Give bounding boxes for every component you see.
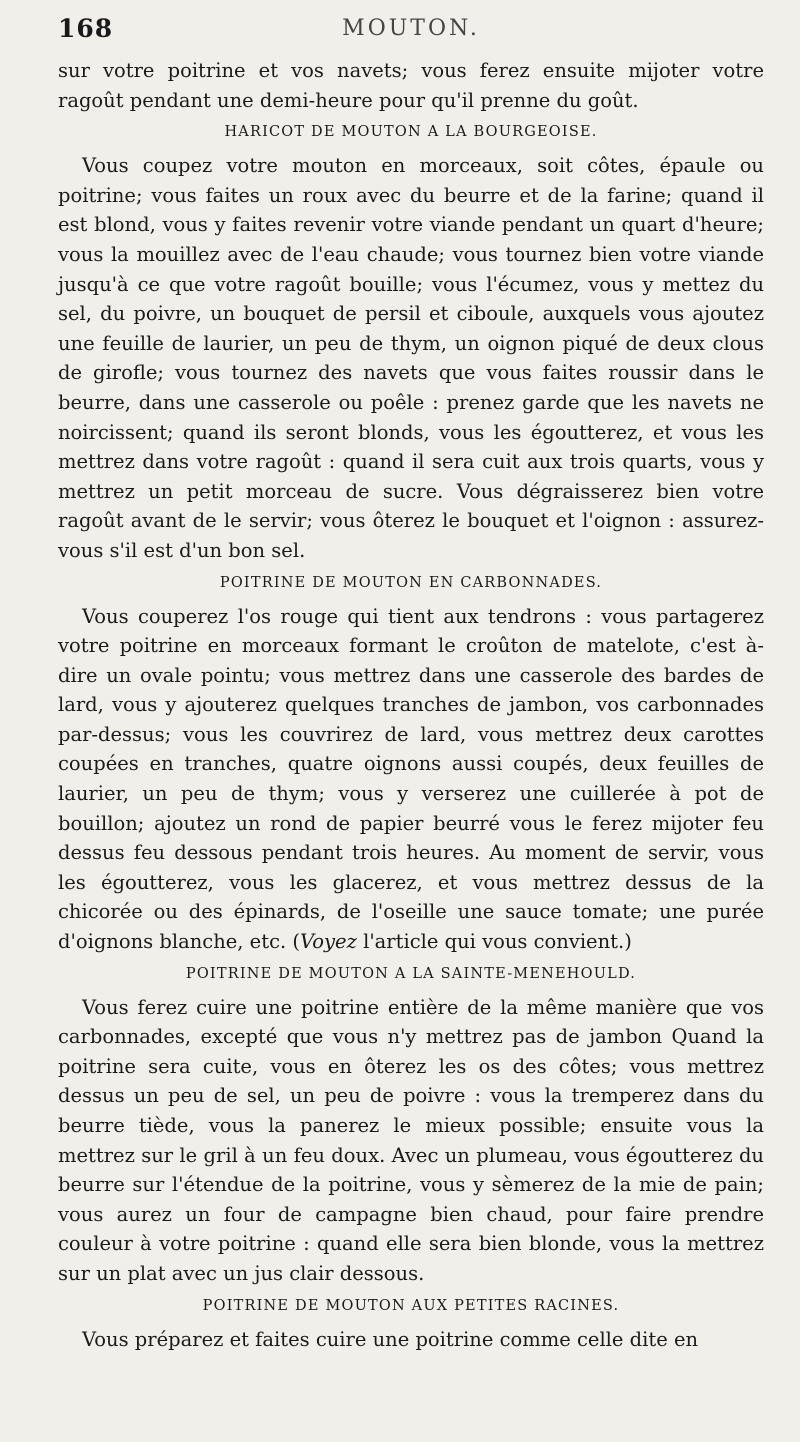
voyez-italic: Voyez [300,930,357,954]
paragraph-carbonnades-main: Vous couperez l'os rouge qui tient aux tendrons : vous partagerez votre poitrine en morceaux formant le croûton de matelote, c'est à-dire un ovale pointu; vous mettrez dans une casserole des bardes de lard, vous y ajouterez quelques tranches de jambon, vos carbonnades par-dessus; vous les couvrirez de lard, vous mettrez deux carottes coupées en tranches, quatre oignons aussi coupés, deux feuilles de laurier, un peu de thym; vous y verserez une cuillerée à pot de bouillon; ajoutez un rond de papier beurré vous le ferez mijoter feu dessus feu dessous pendant trois heures. Au moment de servir, vous les égoutterez, vous les glacerez, et vous mettrez dessus de la chicorée ou des épinards, de l'oseille une sauce tomate; une purée d'oignons blanche, etc. [58,604,764,954]
paragraph-continuation: sur votre poitrine et vos navets; vous ferez ensuite mijoter votre ragoût pendant une demi-heure pour qu'il prenne du goût. [58,59,764,112]
page-number: 168 [58,14,114,43]
section-title-sainte-menehould: POITRINE DE MOUTON A LA SAINTE-MENEHOULD. [185,965,637,982]
section-title-carbonnades: POITRINE DE MOUTON EN CARBONNADES. [219,574,603,591]
section-title-petites-racines: POITRINE DE MOUTON AUX PETITES RACINES. [202,1297,620,1314]
paragraph-carbonnades-tail: l'article qui vous convient.) [363,930,632,954]
paragraph-haricot: Vous coupez votre mouton en morceaux, soit côtes, épaule ou poitrine; vous faites un roux avec du beurre et de la farine; quand il est blond, vous y faites revenir votre viande pendant un quart d'heure; vous la mouillez avec de l'eau chaude; vous tournez bien votre viande jusqu'à ce que votre ragoût bouille; vous l'écumez, vous y mettez du sel, du poivre, un bouquet de persil et ciboule, auxquels vous ajoutez une feuille de laurier, un peu de thym, un oignon piqué de deux clous de girofle; vous tournez des navets que vous faites roussir dans le beurre, dans une casserole ou poêle : prenez garde que les navets ne noircissent; quand ils seront blonds, vous les égoutterez, et vous les mettrez dans votre ragoût : quand il sera cuit aux trois quarts, vous y mettrez un petit morceau de sucre. Vous dégraisserez bien votre ragoût avant de le servir; vous ôterez le bouquet et l'oignon : assurez-vous s'il est d'un bon sel. [58,154,764,562]
running-head [58,14,764,54]
section-title-haricot: HARICOT DE MOUTON A LA BOURGEOISE. [224,124,598,141]
paragraph-carbonnades: Vous couperez l'os rouge qui tient aux tendrons : vous partagerez votre poitrine en morceaux formant le croûton de matelote, c'est à-dire un ovale pointu; vous mettrez dans une casserole des bardes de lard, vous y ajouterez quelques tranches de jambon, vos carbonnades par-dessus; vous les couvrirez de lard, vous mettrez deux carottes coupées en tranches, quatre oignons aussi coupés, deux feuilles de laurier, un peu de thym; vous y verserez une cuillerée à pot de bouillon; ajoutez un rond de papier beurré vous le ferez mijoter feu dessus feu dessous pendant trois heures. Au moment de servir, vous les égoutterez, vous les glacerez, et vous mettrez dessus de la chicorée ou des épinards, de l'oseille une sauce tomate; une purée d'oignons blanche, etc. (Voyez l'article qui vous convient.) [58,604,764,954]
paragraph-sainte-menehould: Vous ferez cuire une poitrine entière de la même manière que vos carbonnades, excepté que vous n'y mettrez pas de jambon Quand la poitrine sera cuite, vous en ôterez les os des côtes; vous mettrez dessus un peu de sel, un peu de poivre : vous la tremperez dans du beurre tiède, vous la panerez le mieux possible; ensuite vous la mettrez sur le gril à un feu doux. Avec un plumeau, vous égoutterez du beurre sur l'étendue de la poitrine, vous y sèmerez de la mie de pain; vous aurez un four de campagne bien chaud, pour faire prendre couleur à votre poitrine : quand elle sera bien blonde, vous la mettrez sur un plat avec un jus clair dessous. [58,995,764,1285]
running-title: MOUTON. [342,16,480,41]
paragraph-petites-racines: Vous préparez et faites cuire une poitrine comme celle dite en [82,1327,699,1351]
